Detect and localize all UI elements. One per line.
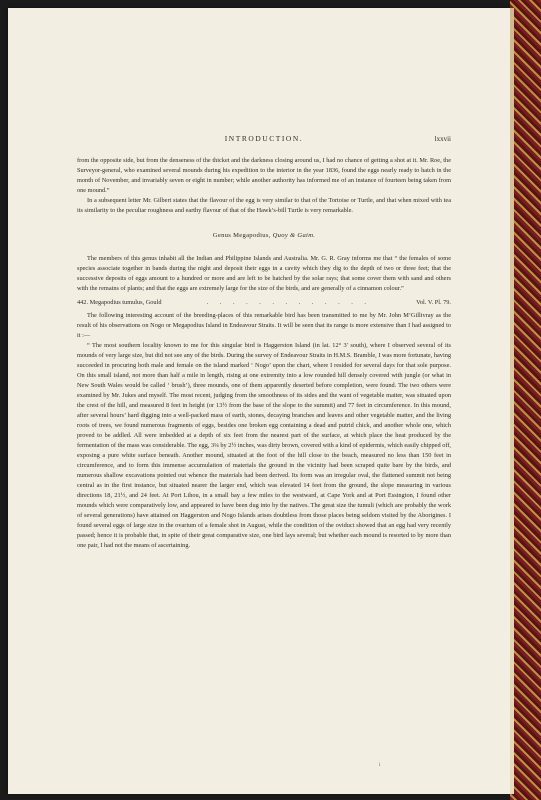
book-edge	[510, 0, 541, 800]
page-number: lxxvii	[434, 135, 451, 143]
running-header	[77, 134, 451, 146]
species-reference: Vol. V. Pl. 79.	[416, 299, 451, 306]
paragraph-1: from the opposite side, but from the denseness of the thicket and the darkness closing around us, I had no chance of getting a shot at it. Mr. Roe, the Surveyor-general, who examined several mounds during his expedition to the interior in the year 1836, found the eggs nearly ready to hatch in the month of November, and invariably seven or eight in number; while another authority has informed me of an instance of fourteen being taken from one mound.”	[77, 157, 451, 194]
text-body	[77, 156, 451, 551]
paragraph-2: In a subsequent letter Mr. Gilbert states that the flavour of the egg is very similar to that of the Tortoise or Turtle, and that when mixed with tea its similarity to the peculiar roughness and earthy flavour of that of the Hawk’s-bill Turtle is very remarkable.	[77, 197, 451, 214]
paragraph-5: “ The most southern locality known to me for this singular bird is Haggerston Island (in lat. 12° 3′ south), where I observed several of its mounds of very large size, but did not see any of the birds. During the survey of Endeavour Straits in H.M.S. Bramble, I was more fortunate, having succeeded in procuring both male and female on the island marked ‘ Nogo’ upon the chart, where I resided for several days for that sole purpose. On this small island, not more than half a mile in length, rising at one extremity into a low rounded hill densely covered with jungle (or what in New South Wales would be called ‘ brush’), three mounds, one of them apparently deserted before completion, were found. The two others were examined by Mr. Jukes and myself. The most recent, judging from the smoothness of its sides and the want of vegetable matter, was situated upon the crest of the hill, and measured 8 feet in height (or 13½ from the base of the slope to the summit) and 77 feet in circumference. In this mound, after several hours’ hard digging into a well-packed mass of earth, stones, decaying branches and leaves and other vegetable matter, and the living roots of trees, we found numerous fragments of eggs, besides one broken egg containing a dead and putrid chick, and another whole one, which proved to be addled. All were imbedded at a depth of six feet from the nearest part of the surface, at which place the heat produced by the fermentation of the mass was considerable. The egg, 3¼ by 2½ inches, was dirty brown, covered with a kind of epidermis, which easily chipped off, exposing a pure white surface beneath. Another mound, situated at the foot of the hill close to the beach, measured no less than 150 feet in circumference, and to form this immense accumulation of materials the ground in the vicinity had been scraped quite bare by the birds, and numerous shallow excavations pointed out whence the materials had been derived. Its form was an irregular oval, the flattened summit not being central as in the first instance, but situated nearer the larger end, which was elevated 14 feet from the ground, the slope measuring in various directions 18, 21½, and 24 feet. At Port Lihou, in a small bay a few miles to the westward, at Cape York and at Port Essington, I found other mounds which were comparatively low, and appeared to have been dug into by the natives. The great size the tumuli (which are probably the work of several generations) have attained on Haggerston and Nogo Islands arises doubtless from those places being seldom visited by the Aborigines. I found several eggs of large size in the ovarium of a female shot in August, while the condition of the oviduct showed that an egg had very recently passed; hence it is probable that, in spite of their great comparative size, one bird lays several; but whether each mound is resorted to by more than one pair, I had not the means of ascertaining.	[77, 342, 451, 549]
species-entry	[77, 298, 451, 308]
paragraph-3: The members of this genus inhabit all the Indian and Philippine Islands and Australia. Mr. G. R. Gray informs me that “ the females of some species associate together in bands during the night and deposit their eggs in a cavity which they dig to the depth of two or three feet; that the successive deposits of eggs amount to a hundred or more and are left to be hatched by the solar rays; that some cover them with sand and others with the remains of plants; and that the eggs are extremely large for the size of the birds, and are generally of a cinnamon colour.”	[77, 255, 451, 292]
page-gilt-edge	[510, 8, 514, 794]
signature-mark: i	[379, 763, 381, 768]
leader-dots: . . . . . . . . . . . . .	[206, 299, 371, 306]
species-name: 442. Megapodius tumulus, Gould	[77, 299, 162, 306]
genus-label: Genus Megapodius,	[212, 232, 271, 239]
paragraph-4: The following interesting account of the breeding-places of this remarkable bird has been transmitted to me by Mr. John M‘Gillivray as the result of his observations on Nogo or Megapodius Island in Endeavour Straits. It will be seen that its range is more extensive than I had assigned to it :—	[77, 312, 451, 339]
genus-heading	[77, 231, 451, 241]
genus-authors: Quoy & Gaim.	[272, 232, 316, 239]
header-title: INTRODUCTION.	[224, 134, 304, 143]
